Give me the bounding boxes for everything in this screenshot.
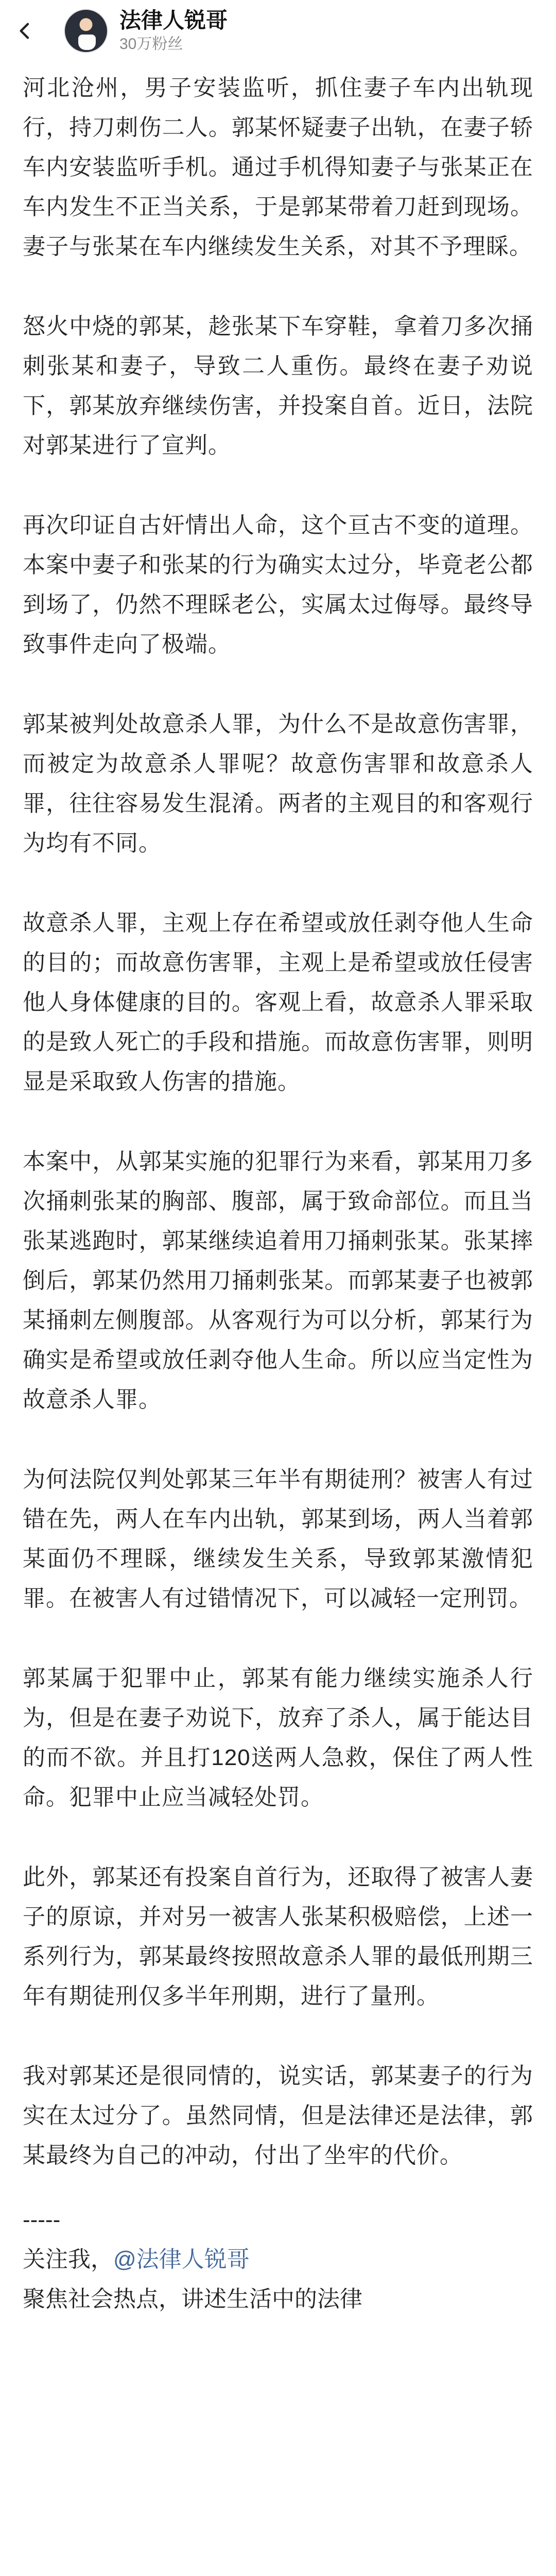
follow-prefix: 关注我，	[23, 2247, 113, 2272]
article-paragraph: 我对郭某还是很同情的，说实话，郭某妻子的行为实在太过分了。虽然同情，但是法律还是法律，郭某最终为自己的冲动，付出了坐牢的代价。	[23, 2063, 533, 2168]
article-paragraph: 本案中，从郭某实施的犯罪行为来看，郭某用刀多次捅刺张某的胸部、腹部，属于致命部位。而且当张某逃跑时，郭某继续追着用刀捅刺张某。张某摔倒后，郭某仍然用刀捅刺张某。而郭某妻子也被郭某捅刺左侧腹部。从客观行为可以分析，郭某行为确实是希望或放任剥夺他人生命。所以应当定性为故意杀人罪。	[23, 1149, 533, 1412]
article-paragraph: 再次印证自古奸情出人命，这个亘古不变的道理。本案中妻子和张某的行为确实太过分，毕竟老公都到场了，仍然不理睬老公，实属太过侮辱。最终导致事件走向了极端。	[23, 513, 533, 657]
article-paragraph: 为何法院仅判处郭某三年半有期徒刑？被害人有过错在先，两人在车内出轨，郭某到场，两人当着郭某面仍不理睬，继续发生关系，导致郭某激情犯罪。在被害人有过错情况下，可以减轻一定刑罚。	[23, 1467, 533, 1611]
article-paragraph: 怒火中烧的郭某，趁张某下车穿鞋，拿着刀多次捅刺张某和妻子，导致二人重伤。最终在妻子劝说下，郭某放弃继续伤害，并投案自首。近日，法院对郭某进行了宣判。	[23, 314, 533, 458]
author-info[interactable]	[119, 7, 228, 55]
article-paragraph: 郭某属于犯罪中止，郭某有能力继续实施杀人行为，但是在妻子劝说下，放弃了杀人，属于能达目的而不欲。并且打120送两人急救，保住了两人性命。犯罪中止应当减轻处罚。	[23, 1666, 533, 1810]
author-mention-link[interactable]: @法律人锐哥	[113, 2247, 250, 2272]
follow-line	[23, 2240, 533, 2279]
article-paragraph: 故意杀人罪，主观上存在希望或放任剥夺他人生命的目的；而故意伤害罪，主观上是希望或放任侵害他人身体健康的目的。客观上看，故意杀人罪采取的是致人死亡的手段和措施。而故意伤害罪，则明显是采取致人伤害的措施。	[23, 910, 533, 1094]
author-avatar[interactable]	[64, 9, 108, 53]
article-paragraph: 河北沧州，男子安装监听，抓住妻子车内出轨现行，持刀刺伤二人。郭某怀疑妻子出轨，在妻子轿车内安装监听手机。通过手机得知妻子与张某正在车内发生不正当关系，于是郭某带着刀赶到现场。妻子与张某在车内继续发生关系，对其不予理睬。	[23, 75, 533, 259]
author-name[interactable]: 法律人锐哥	[119, 8, 228, 32]
article-body	[23, 68, 533, 2340]
author-fans-count: 30万粉丝	[119, 36, 183, 53]
article-paragraph: 郭某被判处故意杀人罪，为什么不是故意伤害罪，而被定为故意杀人罪呢？故意伤害罪和故意杀人罪，往往容易发生混淆。两者的主观目的和客观行为均有不同。	[23, 711, 533, 856]
article-separator: -----	[23, 2207, 61, 2232]
back-arrow-icon	[15, 21, 36, 41]
author-slogan: 聚焦社会热点，讲述生活中的法律	[23, 2286, 362, 2312]
article-header	[0, 0, 556, 62]
back-button[interactable]	[7, 0, 43, 62]
article-paragraph: 此外，郭某还有投案自首行为，还取得了被害人妻子的原谅，并对另一被害人张某积极赔偿，上述一系列行为，郭某最终按照故意杀人罪的最低刑期三年有期徒刑仅多半年刑期，进行了量刑。	[23, 1865, 533, 2009]
